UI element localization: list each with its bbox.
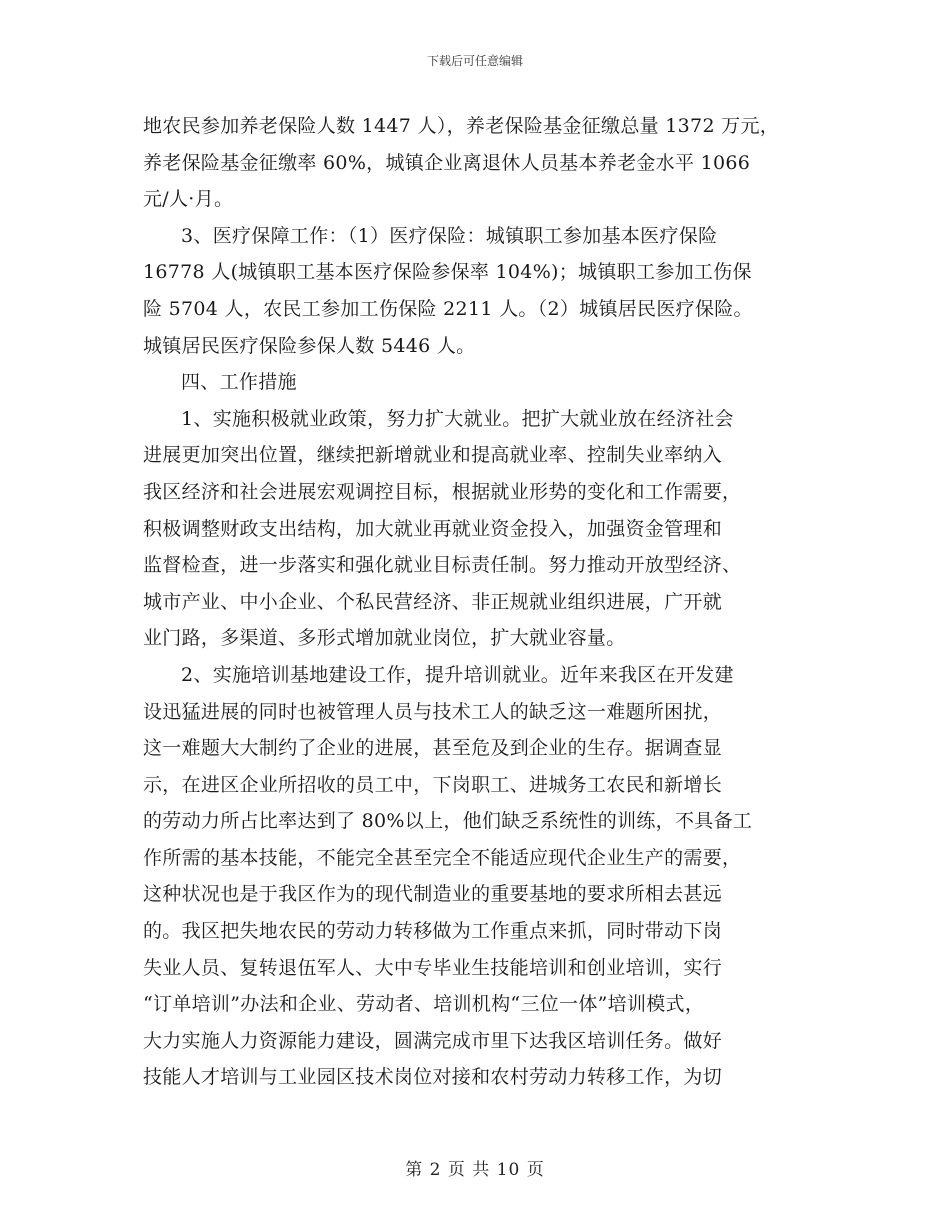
text-line: 险 5704 人，农民工参加工伤保险 2211 人。（2）城镇居民医疗保险。: [143, 297, 753, 320]
text-line: 的。我区把失地农民的劳动力转移做为工作重点来抓，同时带动下岗: [143, 920, 723, 943]
text-line: 城市产业、中小企业、个私民营经济、非正规就业组织进展，广开就: [143, 590, 723, 613]
text-line: 2、实施培训基地建设工作，提升培训就业。近年来我区在开发建: [181, 663, 734, 686]
text-line: 地农民参加养老保险人数 1447 人），养老保险基金征缴总量 1372 万元，: [143, 115, 780, 137]
text-line: 这一难题大大制约了企业的进展，甚至危及到企业的生存。据调查显: [143, 737, 723, 760]
text-line: “订单培训”办法和企业、劳动者、培训机构“三位一体”培训模式，: [143, 993, 705, 1016]
text-line: 积极调整财政支出结构，加大就业再就业资金投入，加强资金管理和: [143, 517, 723, 540]
text-line: 元/人·月。: [143, 188, 234, 211]
text-line: 失业人员、复转退伍军人、大中专毕业生技能培训和创业培训，实行: [143, 956, 723, 979]
text-line: 四、工作措施: [181, 371, 297, 394]
text-line: 3、医疗保障工作：（1）医疗保险：城镇职工参加基本医疗保险: [181, 224, 718, 247]
document-body: [143, 108, 813, 1096]
text-line: 16778 人(城镇职工基本医疗保险参保率 104%)；城镇职工参加工伤保: [143, 261, 752, 284]
page-number-footer: 第 2 页 共 10 页: [405, 1160, 545, 1180]
text-line: 进展更加突出位置，继续把新增就业和提高就业率、控制失业率纳入: [143, 444, 723, 467]
text-line: 我区经济和社会进展宏观调控目标，根据就业形势的变化和工作需要，: [143, 480, 742, 503]
text-line: 技能人才培训与工业园区技术岗位对接和农村劳动力转移工作，为切: [143, 1066, 723, 1089]
text-line: 的劳动力所占比率达到了 80%以上，他们缺乏系统性的训练，不具备工: [143, 810, 753, 833]
text-line: 这种状况也是于我区作为的现代制造业的重要基地的要求所相去甚远: [143, 883, 723, 906]
text-line: 设迅猛进展的同时也被管理人员与技术工人的缺乏这一难题所困扰，: [143, 700, 723, 723]
text-line: 城镇居民医疗保险参保人数 5446 人。: [143, 334, 476, 357]
text-line: 养老保险基金征缴率 60%，城镇企业离退休人员基本养老金水平 1066: [143, 151, 751, 174]
text-line: 作所需的基本技能，不能完全甚至完全不能适应现代企业生产的需要，: [143, 846, 742, 869]
text-line: 业门路，多渠道、多形式增加就业岗位，扩大就业容量。: [143, 627, 626, 650]
text-line: 1、实施积极就业政策，努力扩大就业。把扩大就业放在经济社会: [181, 407, 734, 430]
text-line: 监督检查，进一步落实和强化就业目标责任制。努力推动开放型经济、: [143, 554, 742, 577]
text-line: 示，在进区企业所招收的员工中，下岗职工、进城务工农民和新增长: [143, 773, 723, 796]
page-header-note: 下载后可任意编辑: [426, 54, 523, 68]
text-line: 大力实施人力资源能力建设，圆满完成市里下达我区培训任务。做好: [143, 1029, 723, 1052]
